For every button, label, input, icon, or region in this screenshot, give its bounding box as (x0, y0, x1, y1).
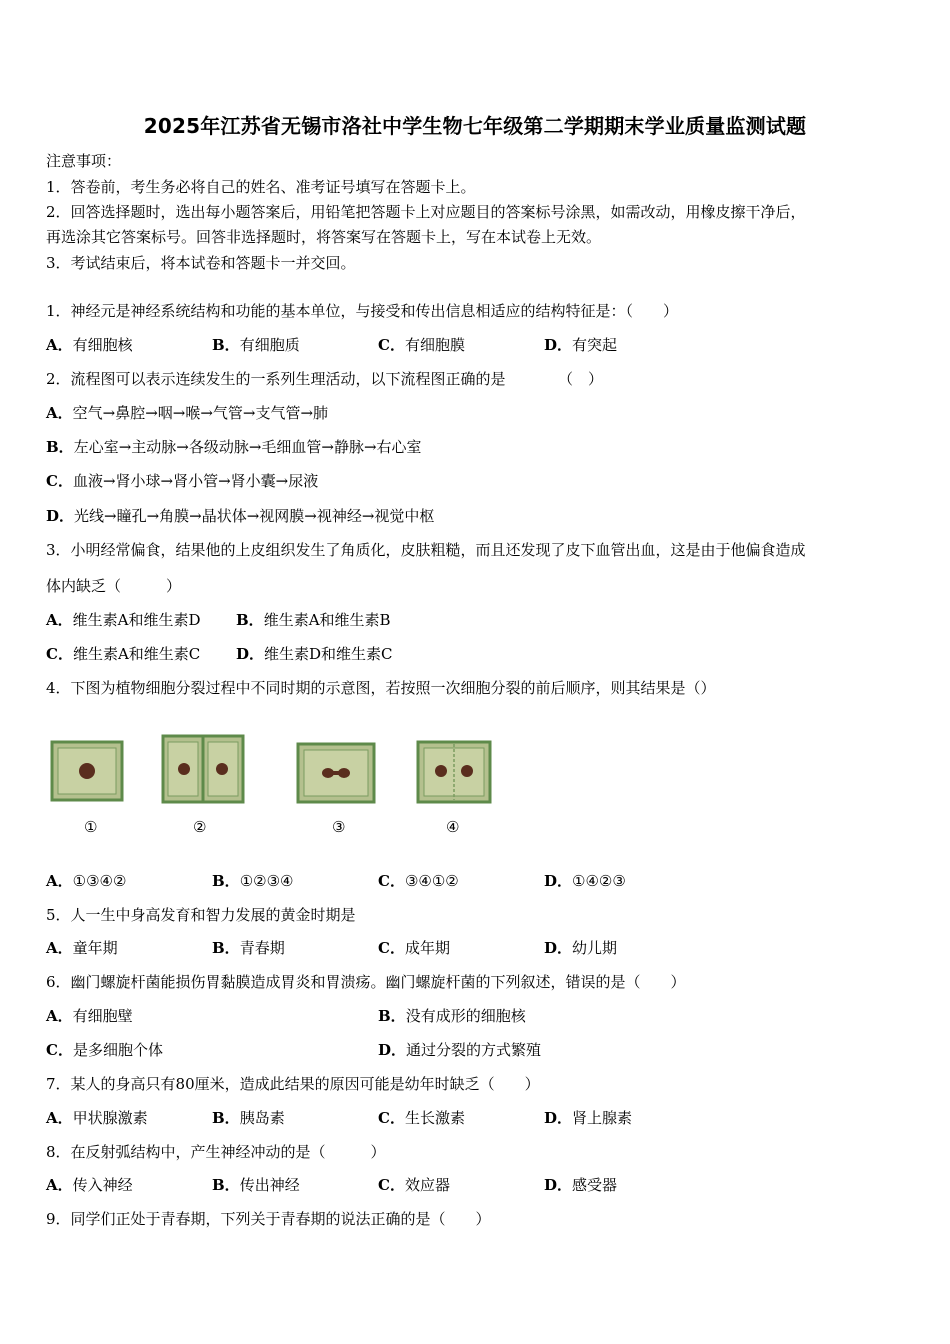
option-letter: C． (46, 472, 73, 490)
option-b[interactable] (236, 610, 391, 630)
option-letter: D． (544, 1109, 573, 1127)
option-text: 空气→鼻腔→咽→喉→气管→支气管→肺 (72, 404, 329, 422)
option-d[interactable] (236, 644, 393, 664)
option-letter: D． (236, 645, 265, 663)
question-stem: 3．小明经常偏食，结果他的上皮组织发生了角质化，皮肤粗糙，而且还发现了皮下血管出血，这是由于他偏食造成 (46, 541, 806, 559)
option-d[interactable] (544, 335, 617, 355)
question-stem: 8．在反射弧结构中，产生神经冲动的是（ ） (46, 1143, 386, 1161)
option-text: 有细胞壁 (72, 1007, 133, 1025)
option-c[interactable] (378, 1108, 465, 1128)
option-c[interactable] (46, 471, 318, 491)
option-letter: C． (378, 1176, 405, 1194)
option-a[interactable] (46, 403, 328, 423)
option-a[interactable] (46, 610, 201, 630)
option-b[interactable] (378, 1006, 526, 1026)
option-d[interactable] (378, 1040, 541, 1060)
question-stem: 5．人一生中身高发育和智力发展的黄金时期是 (46, 906, 356, 924)
option-b[interactable] (212, 335, 300, 355)
option-letter: C． (46, 1041, 73, 1059)
figure-label: ① (84, 818, 98, 836)
option-d[interactable] (544, 871, 626, 891)
option-text: 维生素A和维生素C (72, 645, 201, 663)
option-a[interactable] (46, 335, 133, 355)
option-letter: B． (378, 1007, 406, 1025)
option-text: 感受器 (572, 1176, 618, 1194)
option-b[interactable] (212, 1175, 300, 1195)
question-stem: 1．神经元是神经系统结构和功能的基本单位，与接受和传出信息相适应的结构特征是：（ ） (46, 302, 679, 320)
option-letter: C． (378, 336, 405, 354)
option-c[interactable] (378, 1175, 450, 1195)
option-text: ①④②③ (572, 872, 626, 890)
option-letter: A． (46, 336, 73, 354)
notice-item: 1．答卷前，考生务必将自己的姓名、准考证号填写在答题卡上。 (46, 178, 476, 196)
option-text: 血液→肾小球→肾小管→肾小囊→尿液 (72, 472, 319, 490)
cell-stage-2 (163, 736, 243, 802)
option-text: 是多细胞个体 (72, 1041, 163, 1059)
option-text: 效应器 (404, 1176, 450, 1194)
option-text: 左心室→主动脉→各级动脉→毛细血管→静脉→右心室 (73, 438, 422, 456)
option-letter: D． (544, 1176, 573, 1194)
option-letter: D． (378, 1041, 407, 1059)
option-b[interactable] (212, 938, 285, 958)
option-text: 幼儿期 (572, 939, 618, 957)
option-letter: B． (212, 939, 240, 957)
option-letter: A． (46, 872, 73, 890)
option-text: 维生素A和维生素B (263, 611, 391, 629)
option-c[interactable] (46, 644, 200, 664)
option-letter: B． (212, 336, 240, 354)
option-letter: C． (378, 872, 405, 890)
option-text: 光线→瞳孔→角膜→晶状体→视网膜→视神经→视觉中枢 (74, 507, 435, 525)
option-letter: C． (378, 939, 405, 957)
option-letter: B． (236, 611, 264, 629)
option-b[interactable] (212, 871, 293, 891)
option-a[interactable] (46, 1108, 148, 1128)
option-a[interactable] (46, 938, 118, 958)
cell-stage-4 (418, 742, 490, 802)
option-text: 童年期 (72, 939, 118, 957)
option-d[interactable] (544, 1108, 632, 1128)
option-letter: D． (46, 507, 75, 525)
option-b[interactable] (46, 437, 422, 457)
notice-item: 3．考试结束后，将本试卷和答题卡一并交回。 (46, 254, 356, 272)
figure-label: ③ (332, 818, 346, 836)
option-text: 传入神经 (72, 1176, 133, 1194)
option-letter: D． (544, 336, 573, 354)
option-text: 甲状腺激素 (72, 1109, 148, 1127)
option-d[interactable] (544, 938, 617, 958)
figure-label: ② (193, 818, 207, 836)
option-c[interactable] (378, 871, 459, 891)
option-text: 胰岛素 (239, 1109, 285, 1127)
option-text: 维生素A和维生素D (72, 611, 201, 629)
option-text: 有细胞质 (239, 336, 300, 354)
option-b[interactable] (212, 1108, 285, 1128)
option-text: ③④①② (404, 872, 459, 890)
option-c[interactable] (378, 335, 465, 355)
option-a[interactable] (46, 1006, 133, 1026)
option-d[interactable] (544, 1175, 617, 1195)
notice-item: 再选涂其它答案标号。回答非选择题时，将答案写在答题卡上，写在本试卷上无效。 (46, 228, 602, 246)
option-letter: C． (378, 1109, 405, 1127)
question-stem: 4．下图为植物细胞分裂过程中不同时期的示意图，若按照一次细胞分裂的前后顺序，则其结果是（） (46, 679, 716, 697)
option-a[interactable] (46, 1175, 133, 1195)
option-letter: D． (544, 939, 573, 957)
option-letter: C． (46, 645, 73, 663)
option-letter: A． (46, 404, 73, 422)
option-text: 有细胞核 (72, 336, 133, 354)
cell-stage-3 (298, 744, 374, 802)
option-text: 肾上腺素 (572, 1109, 633, 1127)
option-letter: B． (212, 1176, 240, 1194)
option-letter: B． (212, 872, 240, 890)
question-stem: 7．某人的身高只有80厘米，造成此结果的原因可能是幼年时缺乏（ ） (46, 1075, 540, 1093)
option-text: 生长激素 (404, 1109, 465, 1127)
option-text: 有细胞膜 (404, 336, 465, 354)
cell-stage-1 (52, 742, 122, 800)
question-stem: 6．幽门螺旋杆菌能损伤胃黏膜造成胃炎和胃溃疡。幽门螺旋杆菌的下列叙述，错误的是（ ） (46, 973, 686, 991)
figure-label: ④ (446, 818, 460, 836)
option-text: 传出神经 (239, 1176, 300, 1194)
option-letter: A． (46, 1109, 73, 1127)
question-stem: 2．流程图可以表示连续发生的一系列生理活动，以下流程图正确的是 （ ） (46, 370, 604, 388)
option-letter: A． (46, 939, 73, 957)
option-letter: D． (544, 872, 573, 890)
option-letter: A． (46, 611, 73, 629)
notice-item: 2．回答选择题时，选出每小题答案后，用铅笔把答题卡上对应题目的答案标号涂黑，如需改动，用橡皮擦干净后， (46, 203, 806, 221)
option-c[interactable] (46, 1040, 163, 1060)
option-text: 有突起 (572, 336, 618, 354)
option-text: 没有成形的细胞核 (405, 1007, 526, 1025)
option-text: ①③④② (72, 872, 127, 890)
option-text: ①②③④ (239, 872, 294, 890)
option-letter: A． (46, 1007, 73, 1025)
question-stem: 9．同学们正处于青春期，下列关于青春期的说法正确的是（ ） (46, 1210, 491, 1228)
option-c[interactable] (378, 938, 450, 958)
exam-title: 2025年江苏省无锡市洛社中学生物七年级第二学期期末学业质量监测试题 (143, 114, 807, 138)
option-a[interactable] (46, 871, 126, 891)
option-text: 维生素D和维生素C (264, 645, 393, 663)
notice-heading: 注意事项： (46, 152, 122, 170)
question-stem-continued: 体内缺乏（ ） (46, 577, 182, 595)
option-letter: B． (212, 1109, 240, 1127)
option-text: 青春期 (239, 939, 285, 957)
option-letter: B． (46, 438, 74, 456)
option-text: 成年期 (404, 939, 450, 957)
option-d[interactable] (46, 506, 434, 526)
option-letter: A． (46, 1176, 73, 1194)
option-text: 通过分裂的方式繁殖 (406, 1041, 542, 1059)
